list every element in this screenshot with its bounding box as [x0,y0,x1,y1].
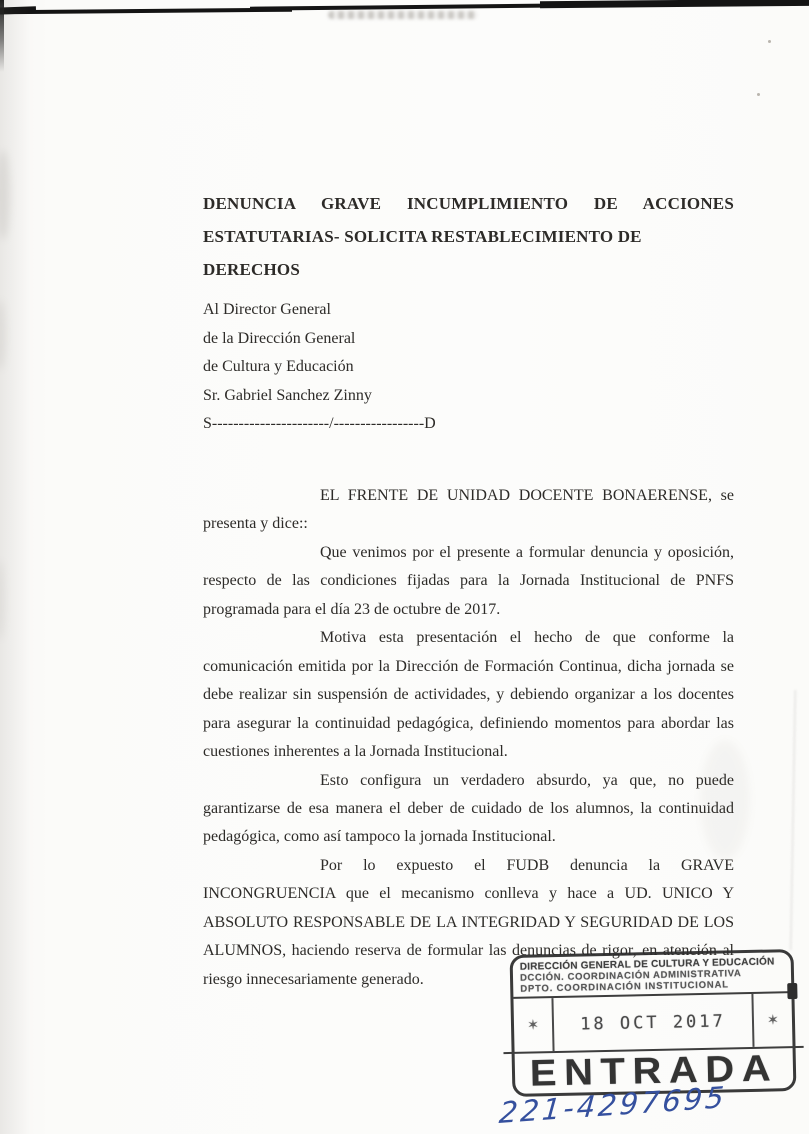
stamp-org-line: DCCIÓN. COORDINACIÓN ADMINISTRATIVA [519,968,742,984]
title-line-2: ESTATUTARIAS- SOLICITA RESTABLECIMIENTO DE DERECHOS [203,227,642,279]
star-icon: ✶ [513,998,554,1052]
scan-speck [757,93,760,96]
scan-speck [768,40,771,43]
scan-edge-artifact [0,8,292,15]
paper-crease [790,690,797,950]
handwritten-registry-number: 221-4297695 [497,1079,729,1131]
stamp-date-row [513,993,792,1052]
body-line: EL FRENTE DE UNIDAD DOCENTE BONAERENSE, se [320,487,734,504]
scan-smudge [328,11,478,19]
recipient-line: Sr. Gabriel Sanchez Zinny [203,386,372,404]
body-line: ALUMNOS, haciendo reserva de formular las denuncias de rigor, en atención al [203,942,734,960]
stamp-org-line: DPTO. COORDINACIÓN INSTITUCIONAL [520,979,729,995]
body-line: para asegurar la continuidad pedagógica, definiendo momentos para abordar las [203,714,734,732]
body-line: Por lo expuesto el FUDB denuncia la GRAVE [320,856,734,874]
body-line: pedagógica, como así tampoco la jornada Institucional. [203,828,556,846]
body-line: cuestiones inherentes a la Jornada Institucional. [203,743,508,761]
scan-edge-artifact [540,0,809,8]
salutation-dashes-line: S----------------------/-----------------D [203,415,436,433]
body-line: INCONGRUENCIA que el mecanismo conlleva y hace a UD. UNICO Y [203,885,734,903]
stamp-date: 18 OCT 2017 [579,1010,726,1035]
body-line: Motiva esta presentación el hecho de que conforme la [320,629,734,647]
recipient-block [203,296,734,439]
stamp-ink-blob [787,983,797,999]
scan-edge-artifact [250,3,580,10]
recipient-line: de Cultura y Educación [203,358,354,376]
body-line: Esto configura un verdadero absurdo, ya que, no puede [320,771,734,789]
body-line: debe realizar sin suspensión de actividades, y debiendo organizar a los docentes [203,686,734,704]
stamp-header [513,952,792,999]
body-line: Que venimos por el presente a formular denuncia y oposición, [320,543,734,561]
body-line: garantizarse de esa manera el deber de cuidado de los alumnos, la continuidad [203,799,734,817]
body-line: respecto de las condiciones fijadas para la Jornada Institucional de PNFS [203,572,734,590]
entry-stamp [510,949,797,1097]
recipient-line: de la Dirección General [203,329,356,347]
stamp-org-line: DIRECCIÓN GENERAL DE CULTURA Y EDUCACIÓN [519,956,775,973]
body-line: ABSOLUTO RESPONSABLE DE LA INTEGRIDAD Y SEGURIDAD DE LOS [203,913,734,931]
recipient-line: Al Director General [203,301,331,318]
star-icon: ✶ [751,993,792,1047]
document-title [203,187,734,286]
body-line: presenta y dice:: [203,515,308,533]
stamp-border [510,949,797,1097]
title-line-1: DENUNCIA GRAVE INCUMPLIMIENTO DE ACCIONES [203,194,734,213]
body-line: comunicación emitida por la Dirección de Formación Continua, dicha jornada se [203,657,734,675]
body-line: programada para el día 23 de octubre de 2017. [203,600,501,618]
body-line: riesgo innecesariamente generado. [203,970,424,988]
letter-body [203,482,734,994]
stamp-entrada-label: ENTRADA [503,1046,804,1094]
